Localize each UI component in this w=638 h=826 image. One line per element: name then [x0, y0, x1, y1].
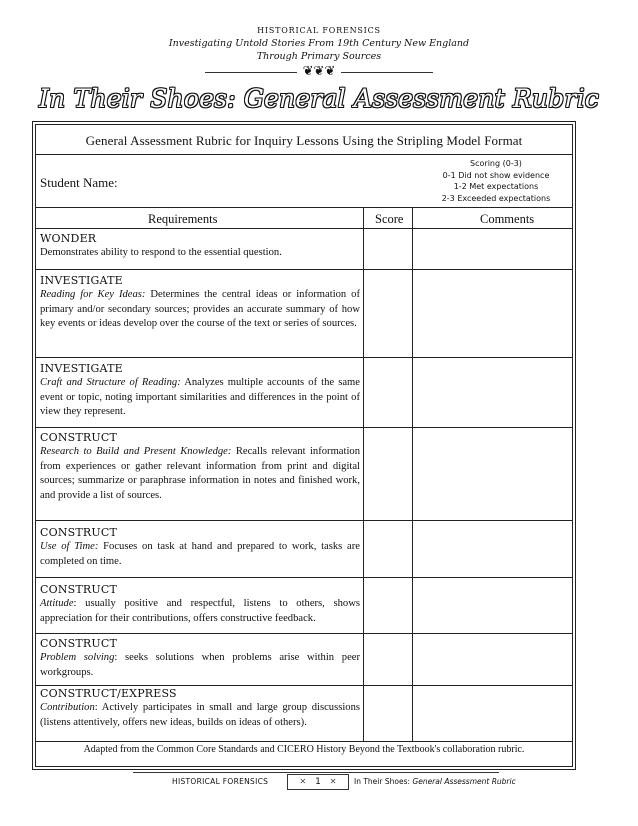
row-divider	[36, 269, 572, 270]
rubric-row	[40, 582, 360, 626]
divider	[36, 154, 572, 155]
subtitle-line-1: Investigating Untold Stories From 19th Century New England	[168, 38, 470, 49]
header-ornament	[205, 63, 433, 80]
rubric-table	[35, 124, 573, 767]
rubric-row	[40, 430, 360, 503]
footer-series: HISTORICAL FORENSICS	[172, 777, 269, 786]
row-divider	[36, 520, 572, 521]
row-title: CONSTRUCT	[40, 637, 118, 650]
page-number-box	[287, 774, 349, 790]
row-title: CONSTRUCT/EXPRESS	[40, 687, 177, 700]
row-description: Demonstrates ability to respond to the essential question.	[40, 247, 282, 258]
row-description: Contribution: Actively participates in small and large group discussions (listens attentively, offers new ideas, builds on ideas of others).	[40, 702, 360, 728]
divider	[36, 228, 572, 229]
rubric-row	[40, 525, 360, 569]
column-divider	[412, 207, 413, 741]
rubric-row	[40, 273, 360, 332]
page-number: 1	[315, 777, 321, 787]
ornament-rule-left	[205, 72, 297, 73]
scoring-line: 0-1 Did not show evidence	[442, 170, 550, 180]
series-heading: HISTORICAL FORENSICS	[257, 26, 381, 35]
scoring-heading: Scoring (0-3)	[470, 159, 522, 168]
row-divider	[36, 741, 572, 742]
rubric-title: General Assessment Rubric for Inquiry Lessons Using the Stripling Model Format	[85, 133, 523, 148]
row-divider	[36, 357, 572, 358]
row-description: Problem solving: seeks solutions when problems arise within peer workgroups.	[40, 652, 361, 678]
column-divider	[363, 207, 364, 741]
rubric-row	[40, 686, 360, 730]
column-header-requirements: Requirements	[148, 212, 218, 226]
ornament-icon: ✕	[299, 777, 307, 786]
row-divider	[36, 633, 572, 634]
column-header-score: Score	[375, 212, 404, 226]
ornament-icon: ✕	[329, 777, 337, 786]
divider	[36, 207, 572, 208]
footer-title: In Their Shoes: General Assessment Rubric	[354, 777, 516, 786]
row-title: CONSTRUCT	[40, 526, 118, 539]
row-title: CONSTRUCT	[40, 431, 118, 444]
page-footer	[0, 772, 638, 792]
rubric-row	[40, 636, 360, 680]
footnote: Adapted from the Common Core Standards and CICERO History Beyond the Textbook's collaboration rubric.	[83, 744, 525, 755]
scoring-line: 1-2 Met expectations	[453, 182, 539, 191]
row-divider	[36, 577, 572, 578]
row-description: Use of Time: Focuses on task at hand and prepared to work, tasks are completed on time.	[40, 541, 360, 567]
fleuron-icon: ❦❦❦	[302, 63, 336, 78]
row-divider	[36, 427, 572, 428]
row-description: Craft and Structure of Reading: Analyzes multiple accounts of the same event or topic, noting important similarities and differences in the point of view they represent.	[40, 377, 360, 418]
page-title: In Their Shoes: General Assessment Rubric	[39, 84, 599, 113]
subtitle-line-2: Through Primary Sources	[256, 51, 382, 62]
row-description: Attitude: usually positive and respectful, listens to others, shows appreciation for their contributions, offers constructive feedback.	[40, 598, 360, 624]
rubric-row	[40, 231, 360, 261]
row-title: CONSTRUCT	[40, 583, 118, 596]
row-title: INVESTIGATE	[40, 362, 123, 375]
column-header-comments: Comments	[480, 212, 535, 226]
row-description: Research to Build and Present Knowledge: Recalls relevant information from experiences or gather relevant information from print and digital sources; summarize or paraphrase information in notes and finished work, and provide a list of sources.	[40, 446, 360, 501]
footer-rule	[133, 772, 499, 773]
scoring-legend	[426, 158, 566, 204]
row-title: INVESTIGATE	[40, 274, 123, 287]
row-title: WONDER	[40, 232, 97, 245]
row-description: Reading for Key Ideas: Determines the central ideas or information of primary and/or secondary sources; provides an accurate summary of how key events or ideas develop over the course of the text or series of sources.	[40, 289, 360, 330]
ornament-rule-right	[341, 72, 433, 73]
student-name-label: Student Name:	[40, 175, 118, 190]
scoring-line: 2-3 Exceeded expectations	[441, 193, 551, 203]
rubric-row	[40, 361, 360, 420]
